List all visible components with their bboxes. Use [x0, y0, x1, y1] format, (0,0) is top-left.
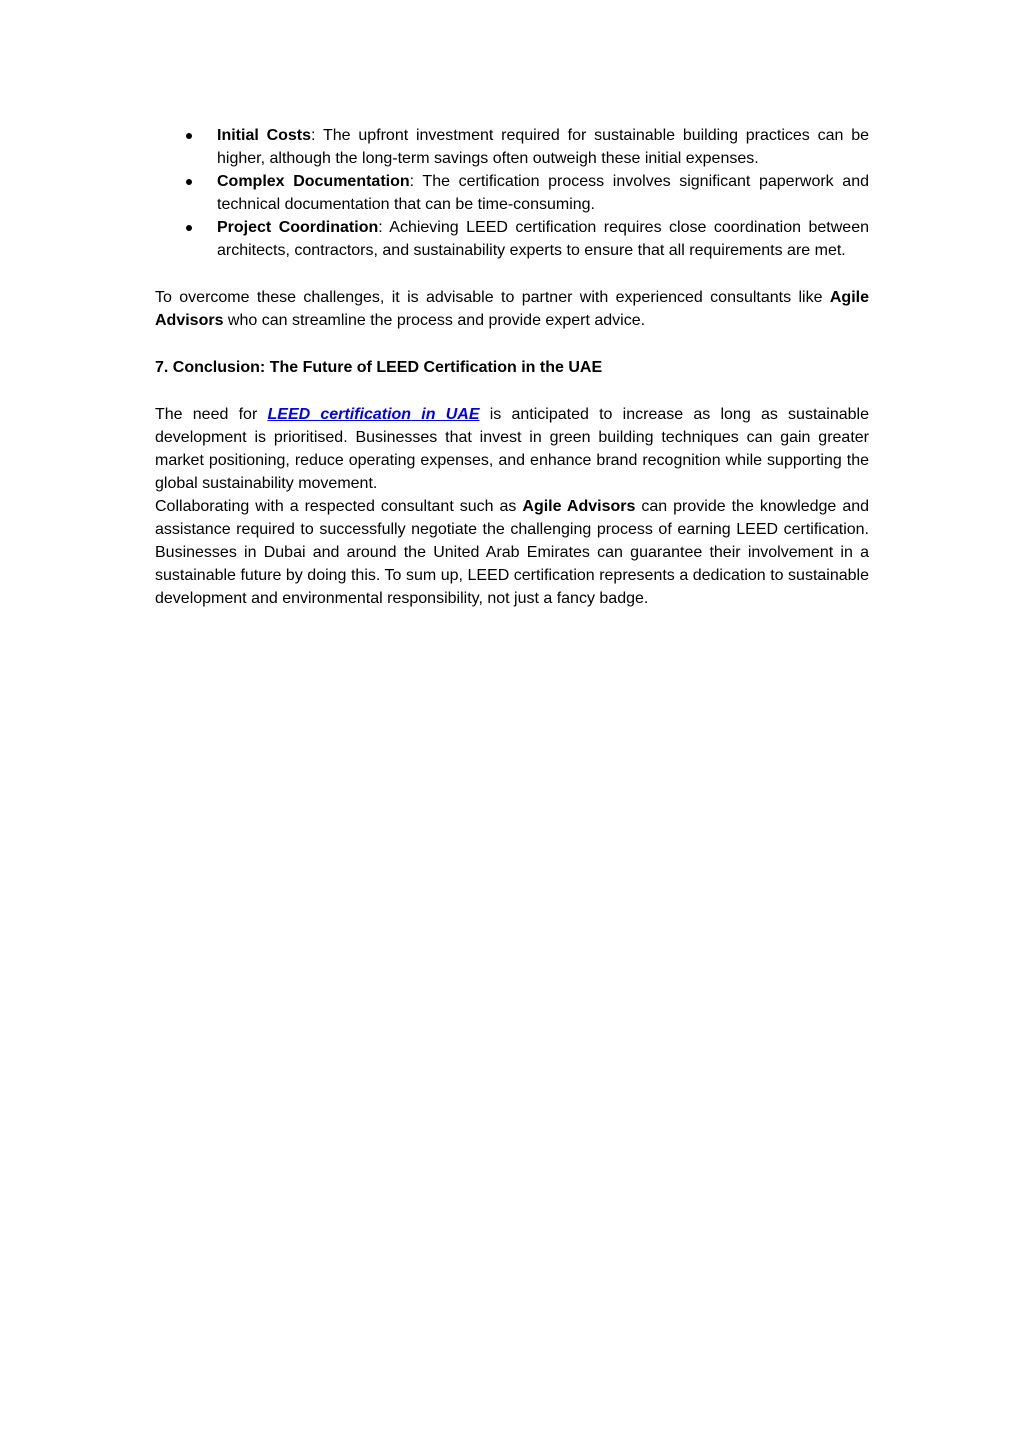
- section-heading: 7. Conclusion: The Future of LEED Certification in the UAE: [155, 359, 603, 376]
- challenge-text: : Achieving LEED certification requires close coordination between architects, contractors, and sustainability experts to ensure that all requirements are met.: [217, 219, 869, 259]
- conclusion-paragraph-2: [155, 495, 869, 610]
- bullet-icon: [186, 179, 192, 185]
- list-item: [155, 216, 869, 262]
- conclusion2-text-before: Collaborating with a respected consultant such as: [155, 498, 523, 515]
- challenge-title: Complex Documentation: [217, 173, 410, 190]
- challenge-text: : The upfront investment required for sustainable building practices can be higher, although the long-term savings often outweigh these initial expenses.: [217, 127, 869, 167]
- advice-text-after: who can streamline the process and provide expert advice.: [223, 312, 646, 329]
- advice-brand: Agile Advisors: [155, 289, 869, 329]
- bullet-icon: [186, 133, 192, 139]
- list-item: [155, 170, 869, 216]
- conclusion-text-before: The need for: [155, 406, 268, 423]
- advice-paragraph: [155, 286, 869, 332]
- bullet-icon: [186, 225, 192, 231]
- conclusion2-brand: Agile Advisors: [522, 498, 636, 515]
- challenge-title: Initial Costs: [217, 127, 312, 144]
- conclusion-text-after: is anticipated to increase as long as sustainable development is prioritised. Businesses that invest in green building techniques can gain greater market positioning, reduce operating expenses, and enhance brand recognition while supporting the global sustainability movement.: [155, 406, 870, 492]
- leed-certification-link[interactable]: LEED certification in UAE: [267, 406, 480, 423]
- list-item: [155, 124, 869, 170]
- challenges-list: [155, 124, 869, 262]
- conclusion2-text-after: can provide the knowledge and assistance required to successfully negotiate the challenging process of earning LEED certification. Businesses in Dubai and around the United Arab Emirates can guarantee their involvement in a sustainable future by doing this. To sum up, LEED certification represents a dedication to sustainable development and environmental responsibility, not just a fancy badge.: [155, 498, 870, 607]
- challenge-text: : The certification process involves significant paperwork and technical documentation that can be time-consuming.: [217, 173, 869, 213]
- challenge-title: Project Coordination: [217, 219, 379, 236]
- conclusion-paragraph-1: [155, 403, 869, 495]
- advice-text-before: To overcome these challenges, it is advisable to partner with experienced consultants like: [155, 289, 830, 306]
- document-page: [155, 124, 869, 610]
